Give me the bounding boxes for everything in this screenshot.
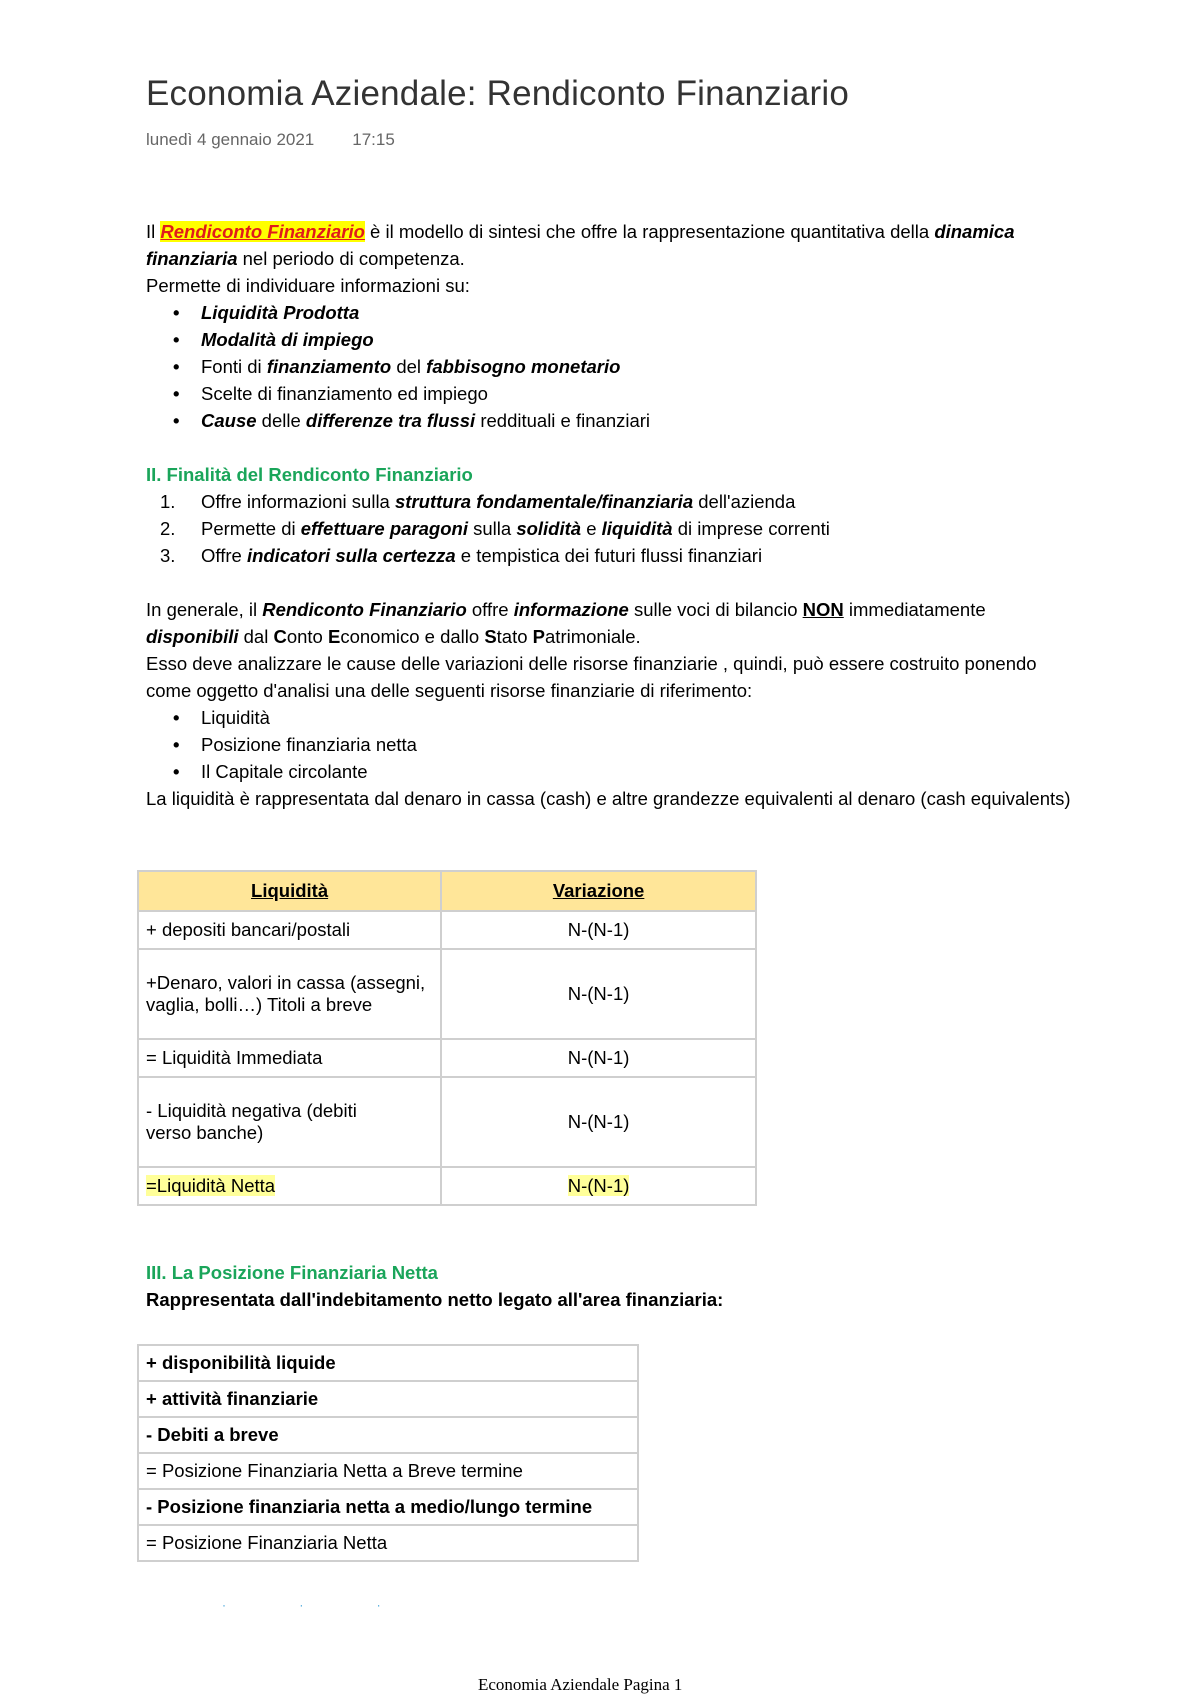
decorative-dots: · · · — [222, 1598, 416, 1612]
page-date: lunedì 4 gennaio 2021 — [146, 130, 315, 149]
text-run: Il — [146, 221, 161, 242]
table-row — [138, 1077, 756, 1167]
list-item: 3. Offre indicatori sulla certezza e tempistica dei futuri flussi finanziari — [160, 545, 763, 566]
table-header-row — [138, 871, 756, 911]
table-row — [138, 1417, 638, 1453]
page-title: Economia Aziendale: Rendiconto Finanziario — [146, 74, 849, 113]
table-cell: = Posizione Finanziaria Netta — [138, 1525, 638, 1561]
table-cell: + disponibilità liquide — [138, 1345, 638, 1381]
numbered-list — [146, 488, 1076, 569]
list-item: • Cause delle differenze tra flussi reddituali e finanziari — [146, 407, 1076, 434]
table-row — [138, 1381, 638, 1417]
text-run: è il modello di sintesi che offre la rappresentazione quantitativa della — [364, 221, 935, 242]
document-body — [146, 218, 1076, 812]
section-subtitle: Rappresentata dall'indebitamento netto legato all'area finanziaria: — [146, 1289, 724, 1310]
page-footer: Economia Aziendale Pagina 1 — [478, 1675, 683, 1694]
table-row — [138, 1039, 756, 1077]
table-row — [138, 1453, 638, 1489]
table-cell: = Liquidità Immediata — [138, 1039, 441, 1077]
table-cell: - Posizione finanziaria netta a medio/lungo termine — [138, 1489, 638, 1525]
table-row — [138, 1167, 756, 1205]
section-heading: II. Finalità del Rendiconto Finanziario — [146, 464, 473, 485]
table-row — [138, 1489, 638, 1525]
list-item: 2. Permette di effettuare paragoni sulla solidità e liquidità di imprese correnti — [160, 518, 830, 539]
intro-lead: Permette di individuare informazioni su: — [146, 275, 470, 296]
text-run: nel periodo di competenza. — [237, 248, 465, 269]
table-cell: - Debiti a breve — [138, 1417, 638, 1453]
list-item: • Liquidità Prodotta — [146, 299, 1076, 326]
list-item: • Fonti di finanziamento del fabbisogno monetario — [146, 353, 1076, 380]
table-cell: N-(N-1) — [441, 949, 756, 1039]
intro-paragraph — [146, 218, 1076, 272]
table-cell: - Liquidità negativa (debiti verso banche) — [138, 1077, 441, 1167]
table-row — [138, 1525, 638, 1561]
table-cell: N-(N-1) — [441, 1039, 756, 1077]
column-header: Liquidità — [138, 871, 441, 911]
table-cell: =Liquidità Netta — [138, 1167, 441, 1205]
page-time: 17:15 — [352, 130, 395, 149]
resource-bullet-list — [146, 704, 1076, 785]
general-paragraph: In generale, il Rendiconto Finanziario offre informazione sulle voci di bilancio NON immediatamente disponibili dal Conto Economico e dallo Stato Patrimoniale. — [146, 599, 986, 647]
table-cell: + depositi bancari/postali — [138, 911, 441, 949]
list-item: • Scelte di finanziamento ed impiego — [146, 380, 1076, 407]
liquidity-table — [137, 870, 757, 1206]
section3-header — [146, 1259, 723, 1313]
table-row — [138, 949, 756, 1039]
table-cell: = Posizione Finanziaria Netta a Breve termine — [138, 1453, 638, 1489]
emphasis-term: dinamica finanziaria — [146, 221, 1015, 269]
table-row — [138, 911, 756, 949]
list-item: • Posizione finanziaria netta — [146, 731, 1076, 758]
highlighted-term: Rendiconto Finanziario — [160, 221, 365, 242]
table-cell: N-(N-1) — [441, 1167, 756, 1205]
table-cell: N-(N-1) — [441, 1077, 756, 1167]
table-row — [138, 1345, 638, 1381]
net-financial-position-table — [137, 1344, 639, 1562]
list-item: • Liquidità — [146, 704, 1076, 731]
table-cell: +Denaro, valori in cassa (assegni, vaglia, bolli…) Titoli a breve — [138, 949, 441, 1039]
list-item: • Il Capitale circolante — [146, 758, 1076, 785]
table-cell: + attività finanziarie — [138, 1381, 638, 1417]
list-item: 1. Offre informazioni sulla struttura fondamentale/finanziaria dell'azienda — [160, 491, 796, 512]
list-item: • Modalità di impiego — [146, 326, 1076, 353]
table-cell: N-(N-1) — [441, 911, 756, 949]
column-header: Variazione — [441, 871, 756, 911]
page-meta — [146, 130, 395, 150]
section-heading: III. La Posizione Finanziaria Netta — [146, 1262, 438, 1283]
liquidity-paragraph: La liquidità è rappresentata dal denaro in cassa (cash) e altre grandezze equivalenti al denaro (cash equivalents) — [146, 788, 1071, 809]
analysis-paragraph: Esso deve analizzare le cause delle variazioni delle risorse finanziarie , quindi, può essere costruito ponendo come oggetto d'analisi una delle seguenti risorse finanziarie di riferimento: — [146, 653, 1037, 701]
info-bullet-list — [146, 299, 1076, 434]
